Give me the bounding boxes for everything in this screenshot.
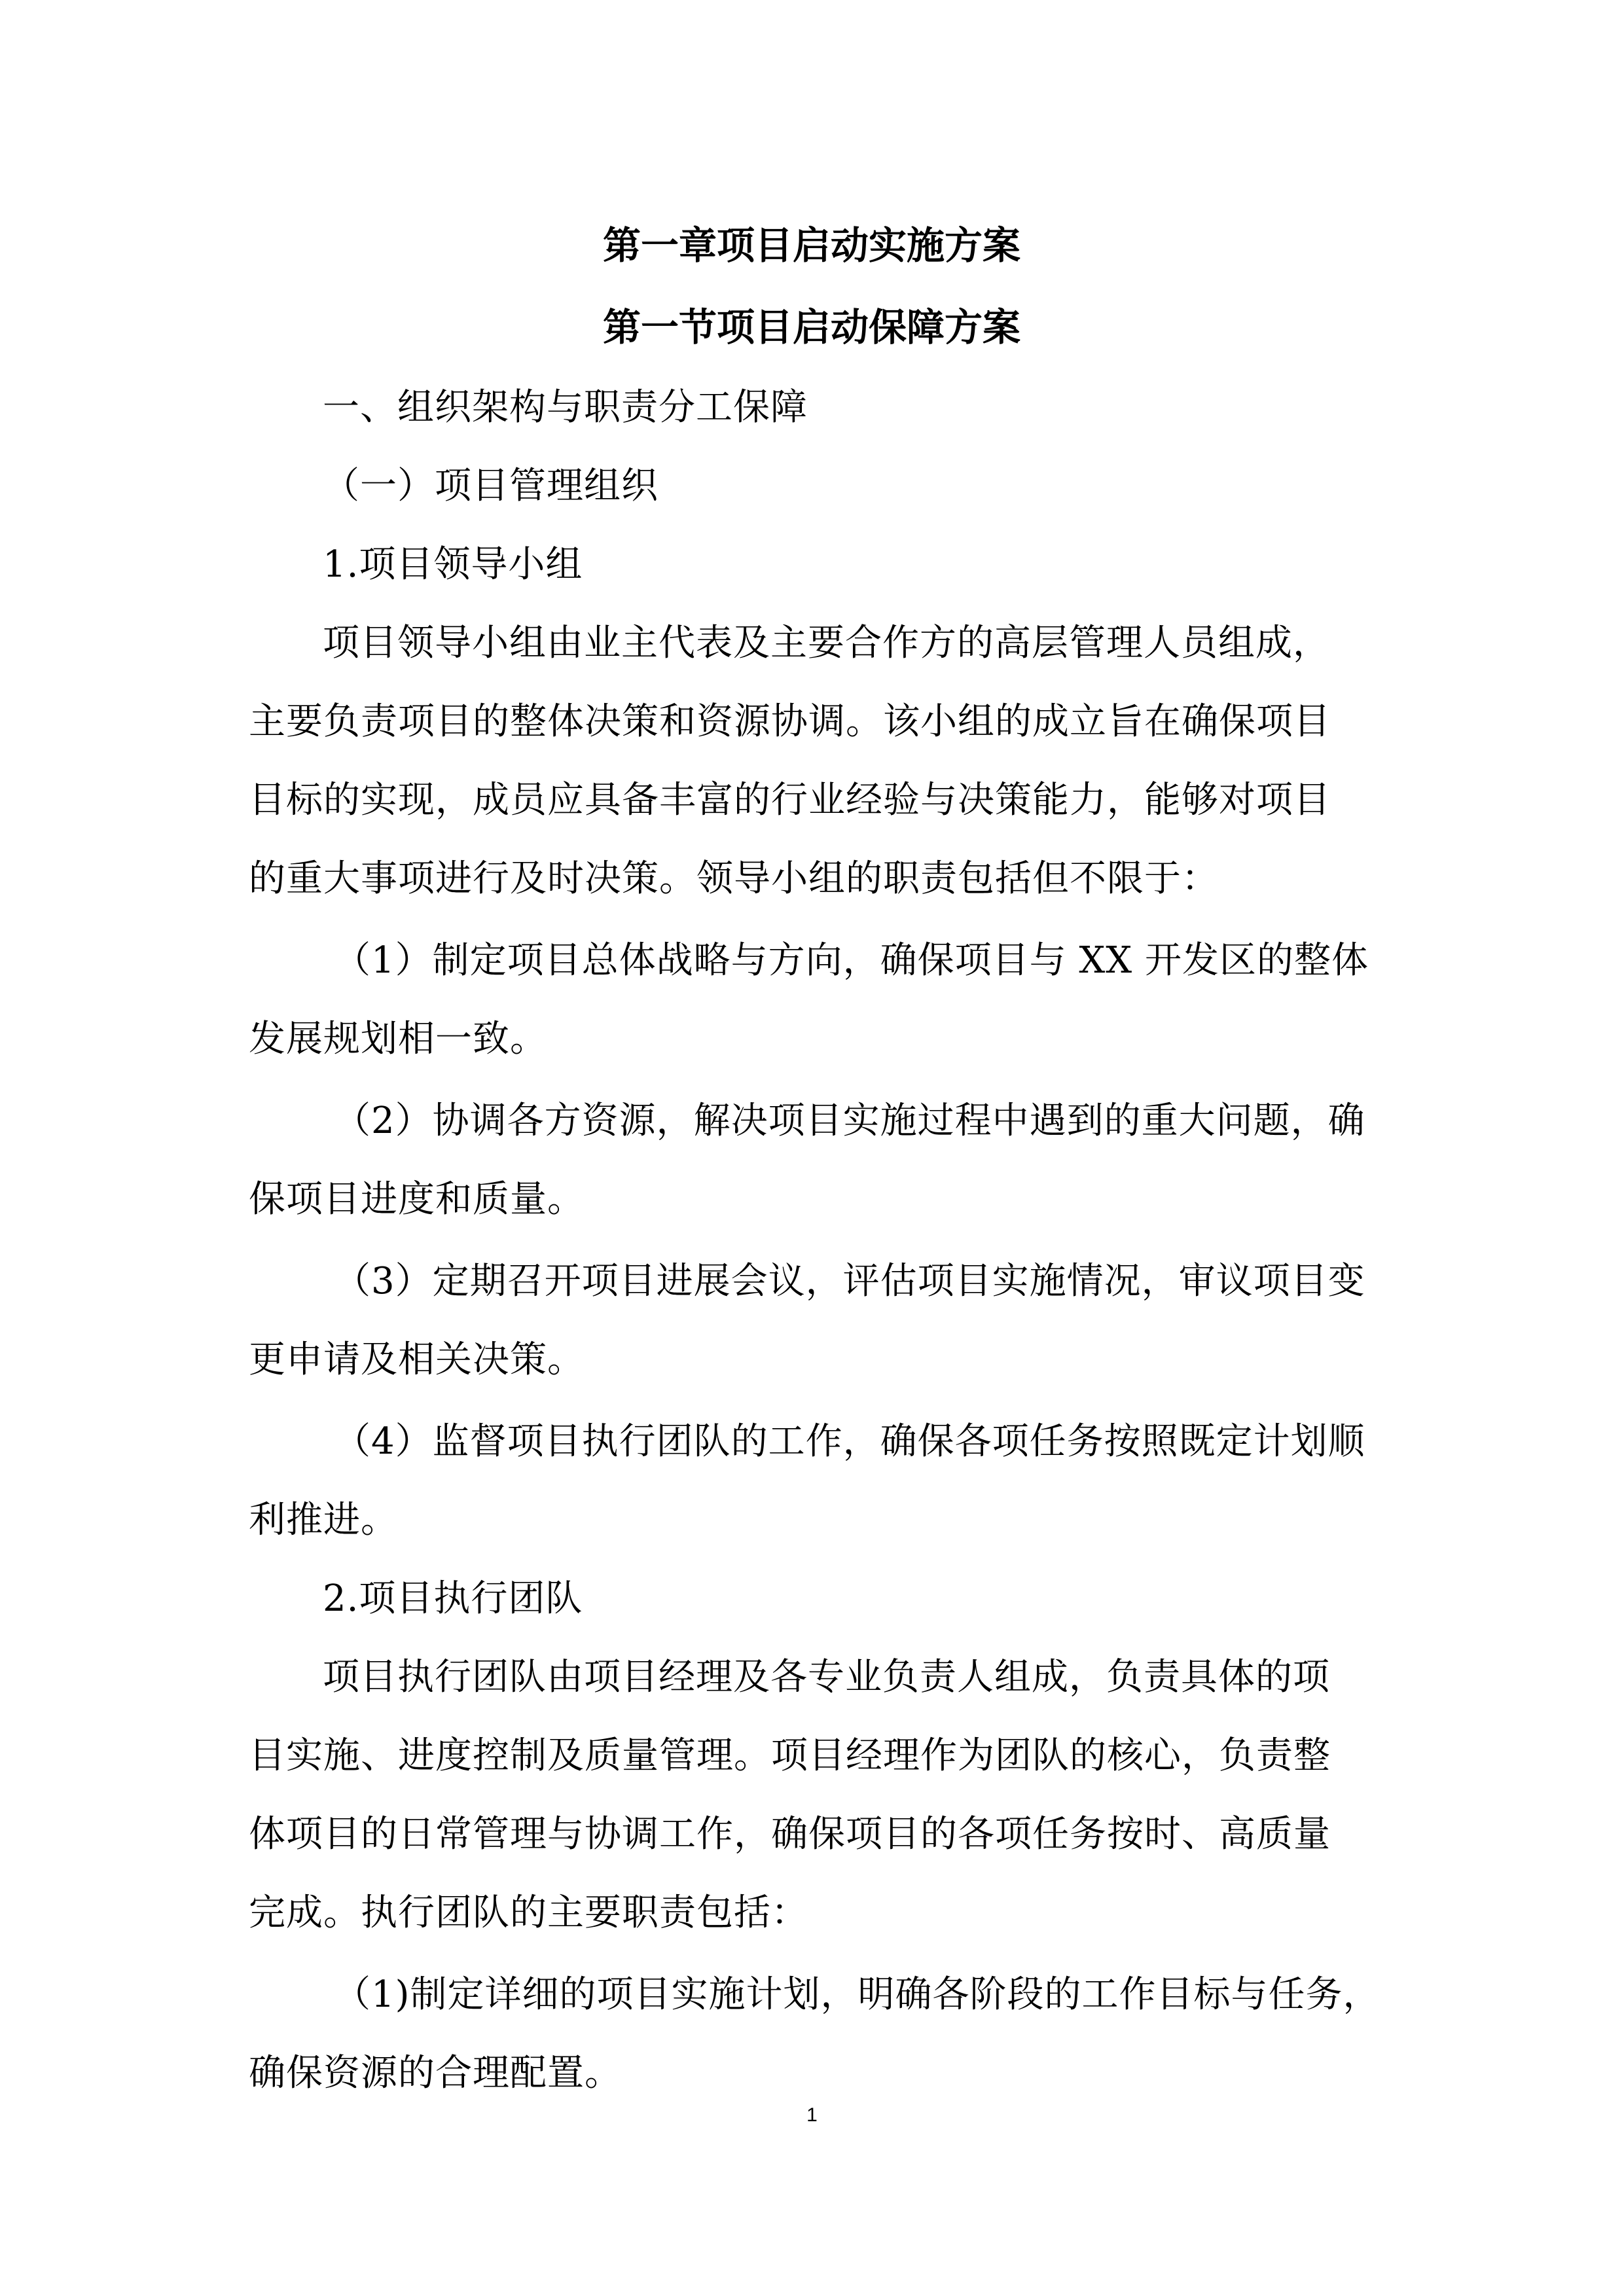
chapter-title: 第一章项目启动实施方案 [602, 223, 1020, 268]
list-1-item-line: （4）监督项目执行团队的工作，确保各项任务按照既定计划顺 [334, 1420, 1365, 1463]
list-2-item-line: （1)制定详细的项目实施计划，明确各阶段的工作目标与任务， [334, 1973, 1380, 2016]
paragraph-1-line: 目标的实现，成员应具备丰富的行业经验与决策能力，能够对项目 [249, 779, 1331, 821]
item-1-title: 1.项目领导小组 [323, 543, 583, 586]
item-2-title: 2.项目执行团队 [323, 1577, 583, 1620]
paragraph-1-line: 主要负责项目的整体决策和资源协调。该小组的成立旨在确保项目 [249, 700, 1331, 743]
paragraph-1-line: 的重大事项进行及时决策。领导小组的职责包括但不限于： [249, 857, 1219, 900]
page-number: 1 [806, 2104, 818, 2126]
paragraph-2-line: 体项目的日常管理与协调工作，确保项目的各项任务按时、高质量 [249, 1813, 1331, 1856]
list-1-item-line: 利推进。 [249, 1499, 398, 1541]
list-1-item-line: （1）制定项目总体战略与方向，确保项目与 XX 开发区的整体 [334, 939, 1369, 982]
heading-level-1: 一、组织架构与职责分工保障 [323, 386, 808, 429]
heading-level-2: （一）项目管理组织 [323, 465, 659, 507]
section-title: 第一节项目启动保障方案 [602, 305, 1020, 350]
list-2-item-line: 确保资源的合理配置。 [249, 2052, 622, 2094]
list-1-item-line: （2）协调各方资源，解决项目实施过程中遇到的重大问题，确 [334, 1100, 1365, 1142]
list-1-item-line: 发展规划相一致。 [249, 1018, 547, 1060]
list-1-item-line: 更申请及相关决策。 [249, 1338, 585, 1381]
list-1-item-line: 保项目进度和质量。 [249, 1178, 585, 1221]
paragraph-2-line: 完成。执行团队的主要职责包括： [249, 1892, 808, 1934]
paragraph-2-line: 项目执行团队由项目经理及各专业负责人组成，负责具体的项 [323, 1656, 1330, 1698]
list-1-item-line: （3）定期召开项目进展会议，评估项目实施情况，审议项目变 [334, 1260, 1365, 1302]
paragraph-1-line: 项目领导小组由业主代表及主要合作方的高层管理人员组成， [323, 622, 1330, 664]
paragraph-2-line: 目实施、进度控制及质量管理。项目经理作为团队的核心，负责整 [249, 1734, 1331, 1777]
